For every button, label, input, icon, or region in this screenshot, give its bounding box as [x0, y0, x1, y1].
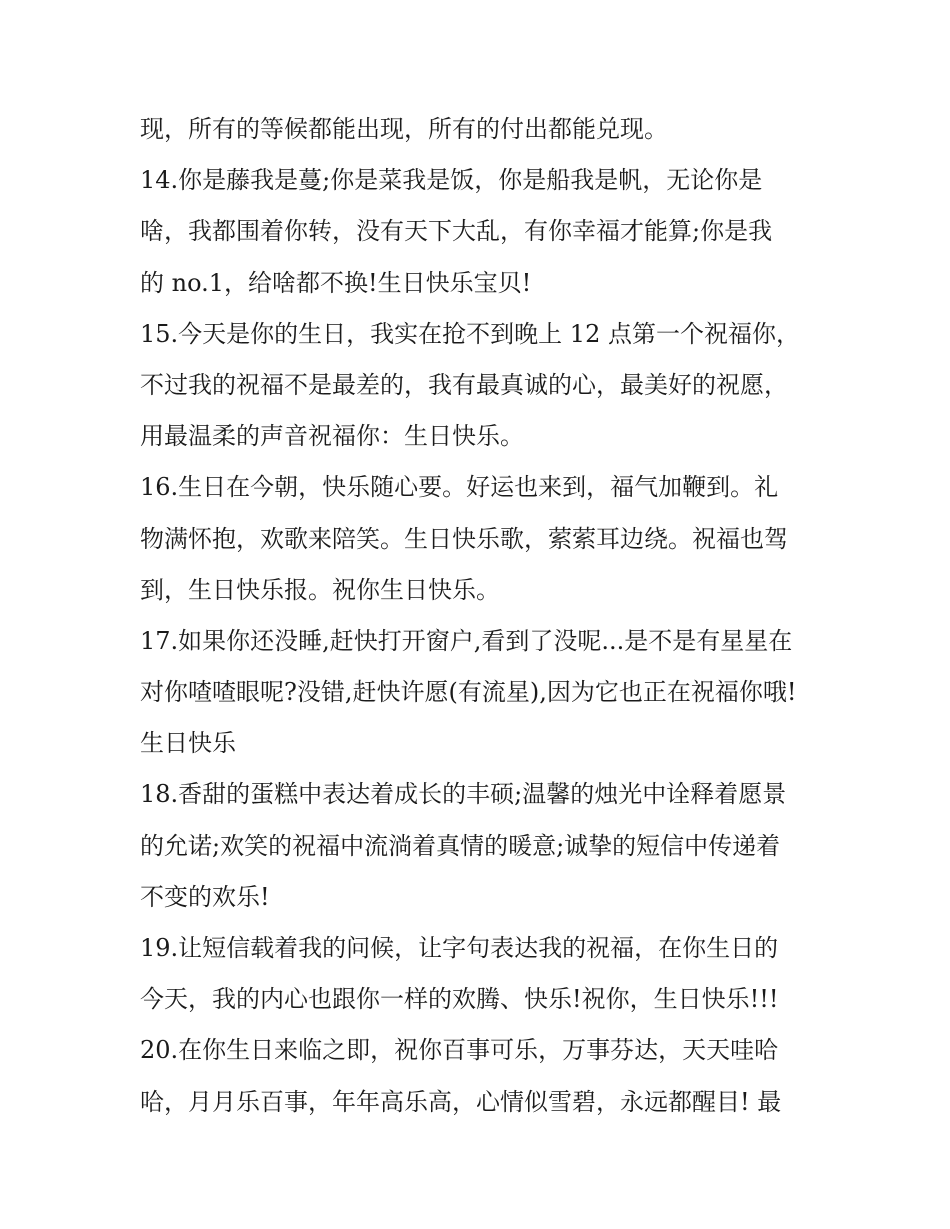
text-line-5: 15.今天是你的生日，我实在抢不到晚上 12 点第一个祝福你，: [140, 319, 800, 348]
text-line-13: 生日快乐: [140, 729, 236, 758]
text-line-6: 不过我的祝福不是最差的，我有最真诚的心，最美好的祝愿，: [140, 370, 788, 399]
text-line-11: 17.如果你还没睡,赶快打开窗户,看到了没呢...是不是有星星在: [140, 626, 793, 655]
text-line-14: 18.香甜的蛋糕中表达着成长的丰硕;温馨的烛光中诠释着愿景: [140, 780, 787, 809]
text-line-7: 用最温柔的声音祝福你：生日快乐。: [140, 422, 524, 451]
text-line-9: 物满怀抱，欢歌来陪笑。生日快乐歌，萦萦耳边绕。祝福也驾: [140, 524, 788, 553]
text-line-8: 16.生日在今朝，快乐随心要。好运也来到，福气加鞭到。礼: [140, 473, 779, 502]
text-line-4: 的 no.1，给啥都不换!生日快乐宝贝!: [140, 268, 532, 297]
text-line-15: 的允诺;欢笑的祝福中流淌着真情的暖意;诚挚的短信中传递着: [140, 831, 781, 860]
text-line-19: 20.在你生日来临之即，祝你百事可乐，万事芬达，天天哇哈: [140, 1036, 779, 1065]
text-body: [140, 108, 820, 1132]
text-line-1: 现，所有的等候都能出现，所有的付出都能兑现。: [140, 115, 668, 143]
text-line-17: 19.让短信载着我的问候，让字句表达我的祝福，在你生日的: [140, 934, 779, 962]
text-line-12: 对你喳喳眼呢?没错,赶快许愿(有流星),因为它也正在祝福你哦!: [140, 678, 797, 707]
text-line-10: 到，生日快乐报。祝你生日快乐。: [140, 575, 500, 604]
text-line-3: 啥，我都围着你转，没有天下大乱，有你幸福才能算;你是我: [140, 217, 773, 246]
text-line-16: 不变的欢乐!: [140, 882, 270, 911]
text-line-18: 今天，我的内心也跟你一样的欢腾、快乐!祝你，生日快乐!!!: [140, 985, 779, 1014]
text-line-20: 哈，月月乐百事，年年高乐高，心情似雪碧，永远都醒目! 最: [140, 1087, 782, 1116]
text-line-2: 14.你是藤我是蔓;你是菜我是饭，你是船我是帆，无论你是: [140, 166, 763, 195]
